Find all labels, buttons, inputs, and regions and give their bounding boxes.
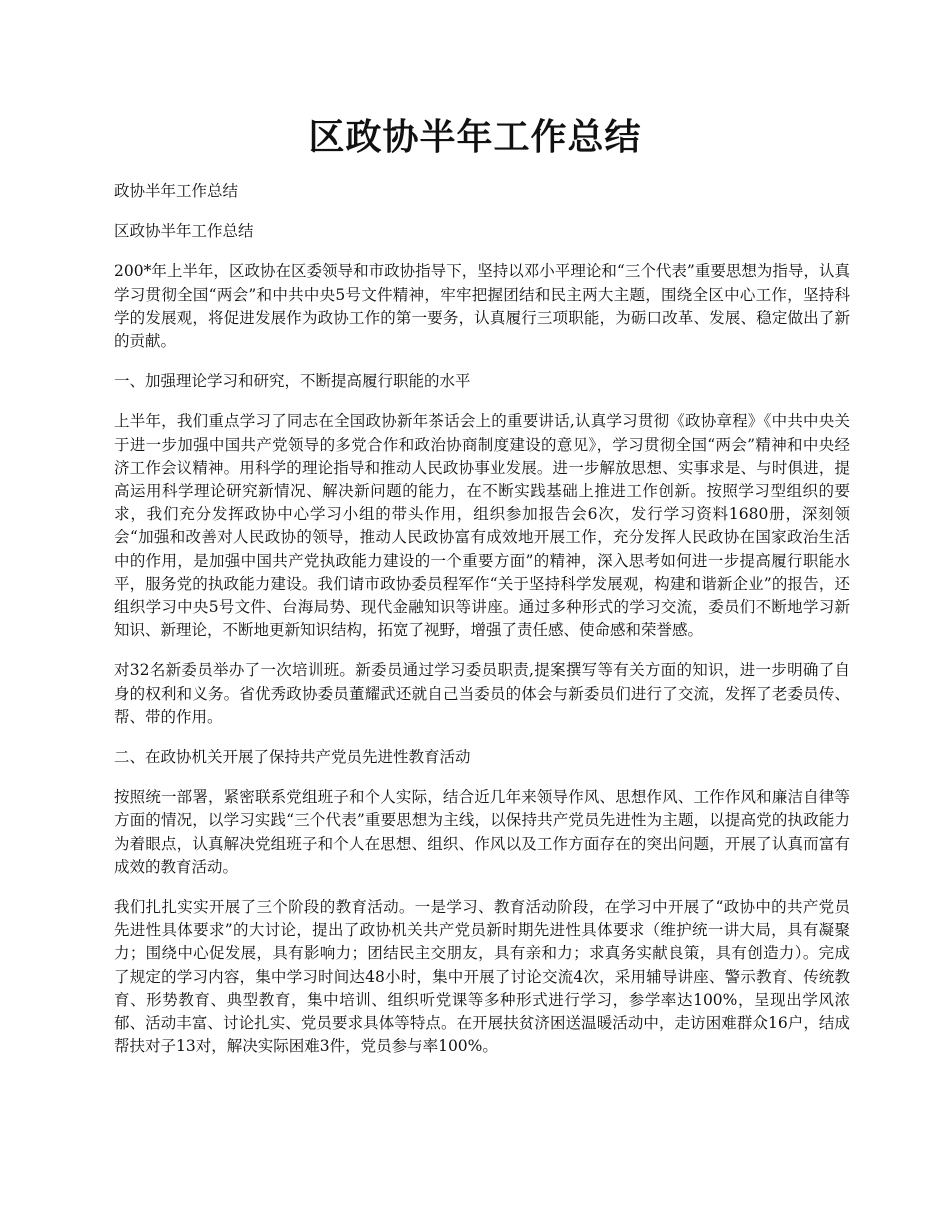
section-heading: 一、加强理论学习和研究，不断提高履行职能的水平 (114, 372, 471, 391)
document-title: 区政协半年工作总结 (308, 116, 642, 158)
section-heading: 二、在政协机关开展了保持共产党员先进性教育活动 (114, 748, 471, 767)
body-paragraph: 按照统一部署，紧密联系党组班子和个人实际，结合近几年来领导作风、思想作风、工作作风和廉洁自律等方面的情况，以学习实践“三个代表”重要思想为主线，以保持共产党员先进性为主题，以提高党的执政能力为着眼点，认真解决党组班子和个人在思想、组织、作风以及工作方面存在的突出问题，开展了认真而富有成效的教育活动。 (114, 788, 850, 876)
document-body (114, 180, 850, 1076)
body-paragraph: 上半年，我们重点学习了同志在全国政协新年茶话会上的重要讲话,认真学习贯彻《政协章程》《中共中央关于进一步加强中国共产党领导的多党合作和政治协商制度建设的意见》，学习贯彻全国“两会”精神和中央经济工作会议精神。用科学的理论指导和推动人民政协事业发展。进一步解放思想、实事求是、与时俱进，提高运用科学理论研究新情况、解决新问题的能力，在不断实践基础上推进工作创新。按照学习型组织的要求，我们充分发挥政协中心学习小组的带头作用，组织参加报告会6次，发行学习资料1680册，深刻领会“加强和改善对人民政协的领导，推动人民政协富有成效地开展工作，充分发挥人民政协在国家政治生活中的作用，是加强中国共产党执政能力建设的一个重要方面”的精神，深入思考如何进一步提高履行职能水平，服务党的执政能力建设。我们请市政协委员程军作“关于坚持科学发展观，构建和谐新企业”的报告，还组织学习中央5号文件、台海局势、现代金融知识等讲座。通过多种形式的学习交流，委员们不断地学习新知识、新理论，不断地更新知识结构，拓宽了视野，增强了责任感、使命感和荣誉感。 (114, 412, 850, 640)
body-paragraph: 对32名新委员举办了一次培训班。新委员通过学习委员职责,提案撰写等有关方面的知识，进一步明确了自身的权利和义务。省优秀政协委员董耀武还就自己当委员的体会与新委员们进行了交流，发挥了老委员传、帮、带的作用。 (114, 661, 850, 726)
body-paragraph: 我们扎扎实实开展了三个阶段的教育活动。一是学习、教育活动阶段，在学习中开展了“政协中的共产党员先进性具体要求”的大讨论，提出了政协机关共产党员新时期先进性具体要求（维护统一讲大局，具有凝聚力；围绕中心促发展，具有影响力；团结民主交朋友，具有亲和力；求真务实献良策，具有创造力）。完成了规定的学习内容，集中学习时间达48小时，集中开展了讨论交流4次，采用辅导讲座、警示教育、传统教育、形势教育、典型教育，集中培训、组织听党课等多种形式进行学习，参学率达100%，呈现出学风浓郁、活动丰富、讨论扎实、党员要求具体等特点。在开展扶贫济困送温暖活动中，走访困难群众16户，结成帮扶对子13对，解决实际困难3件，党员参与率100%。 (114, 898, 850, 1056)
intro-paragraph: 200*年上半年，区政协在区委领导和市政协指导下，坚持以邓小平理论和“三个代表”重要思想为指导，认真学习贯彻全国“两会”和中共中央5号文件精神，牢牢把握团结和民主两大主题，围绕全区中心工作，坚持科学的发展观，将促进发展作为政协工作的第一要务，认真履行三项职能，为砺口改革、发展、稳定做出了新的贡献。 (114, 262, 850, 351)
document-subtitle: 区政协半年工作总结 (114, 222, 254, 241)
document-subtitle: 政协半年工作总结 (114, 182, 239, 200)
